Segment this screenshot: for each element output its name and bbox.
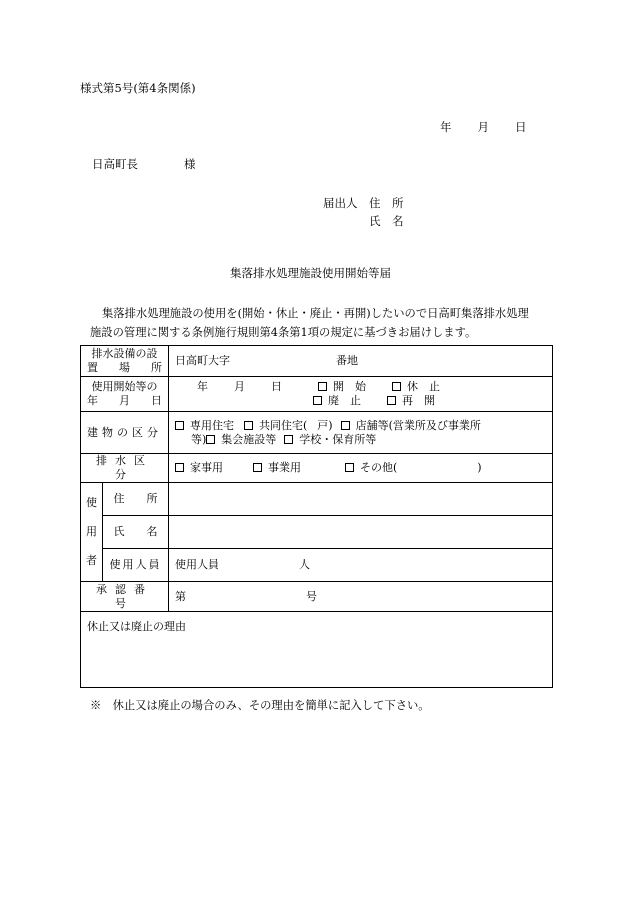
submission-date	[440, 119, 527, 135]
row-user-address	[81, 483, 553, 516]
applicant-address-label: 住 所	[369, 196, 404, 210]
day-label: 日	[515, 120, 527, 134]
row-building-type	[81, 412, 553, 454]
row-drainage-type	[81, 454, 553, 483]
start-date-field[interactable]: 年 月 日 開 始 休 止 廃 止 再 開	[169, 377, 553, 412]
honorific: 様	[184, 157, 196, 171]
year-label: 年	[440, 120, 452, 134]
checkbox-abolish[interactable]	[313, 396, 322, 405]
checkbox-other[interactable]	[345, 463, 354, 472]
row-user-count	[81, 549, 553, 582]
building-type-field[interactable]: 専用住宅 共同住宅( 戸) 店舗等(営業所及び事業所 等) 集会施設等 学校・保育所等	[169, 412, 553, 454]
checkbox-school[interactable]	[284, 435, 293, 444]
approval-number-field[interactable]: 第 号	[169, 582, 553, 612]
user-label: 使 用 者	[81, 483, 103, 582]
body-line-2: 施設の管理に関する条例施行規則第4条第1項の規定に基づきお届けします。	[90, 326, 477, 339]
building-type-label: 建物の区分	[81, 412, 169, 454]
applicant-block	[323, 194, 404, 230]
body-line-1: 集落排水処理施設の使用を(開始・休止・廃止・再開)したいので日高町集落排水処理	[102, 307, 529, 320]
form-number: 様式第5号(第4条関係)	[80, 81, 196, 95]
row-start-date	[81, 377, 553, 412]
row-approval-number	[81, 582, 553, 612]
addressee	[92, 156, 196, 172]
checkbox-business[interactable]	[253, 463, 262, 472]
reason-field[interactable]	[81, 612, 553, 688]
checkbox-shop[interactable]	[341, 421, 350, 430]
applicant-name-label: 氏 名	[369, 214, 404, 228]
reason-label: 休止又は廃止の理由	[87, 620, 186, 633]
row-install-location	[81, 346, 553, 377]
application-form-table	[80, 345, 553, 688]
checkbox-household[interactable]	[175, 463, 184, 472]
user-count-field[interactable]: 使用人員 人	[169, 549, 553, 582]
checkbox-apartment[interactable]	[244, 421, 253, 430]
user-name-field[interactable]	[169, 516, 553, 549]
footnote: ※ 休止又は廃止の場合のみ、その理由を簡単に記入して下さい。	[90, 699, 430, 712]
install-location-field[interactable]: 日高町大字 番地	[169, 346, 553, 377]
month-label: 月	[477, 120, 489, 134]
start-date-label: 使用開始等の 年 月 日	[81, 377, 169, 412]
user-count-label: 使用人員	[103, 549, 169, 582]
row-reason	[81, 612, 553, 688]
body-text	[90, 304, 560, 342]
document-title: 集落排水処理施設使用開始等届	[230, 266, 391, 280]
install-location-label: 排水設備の設 置 場 所	[81, 346, 169, 377]
user-address-field[interactable]	[169, 483, 553, 516]
checkbox-meeting-facility[interactable]	[206, 435, 215, 444]
approval-number-label: 承認番号	[81, 582, 169, 612]
user-address-label: 住 所	[103, 483, 169, 516]
applicant-label: 届出人	[323, 196, 358, 210]
checkbox-start[interactable]	[318, 382, 327, 391]
row-user-name	[81, 516, 553, 549]
checkbox-private-house[interactable]	[175, 421, 184, 430]
drainage-type-label: 排水区分	[81, 454, 169, 483]
checkbox-suspend[interactable]	[392, 382, 401, 391]
checkbox-resume[interactable]	[387, 396, 396, 405]
user-name-label: 氏 名	[103, 516, 169, 549]
drainage-type-field[interactable]: 家事用 事業用 その他( )	[169, 454, 553, 483]
addressee-name: 日高町長	[92, 157, 138, 171]
